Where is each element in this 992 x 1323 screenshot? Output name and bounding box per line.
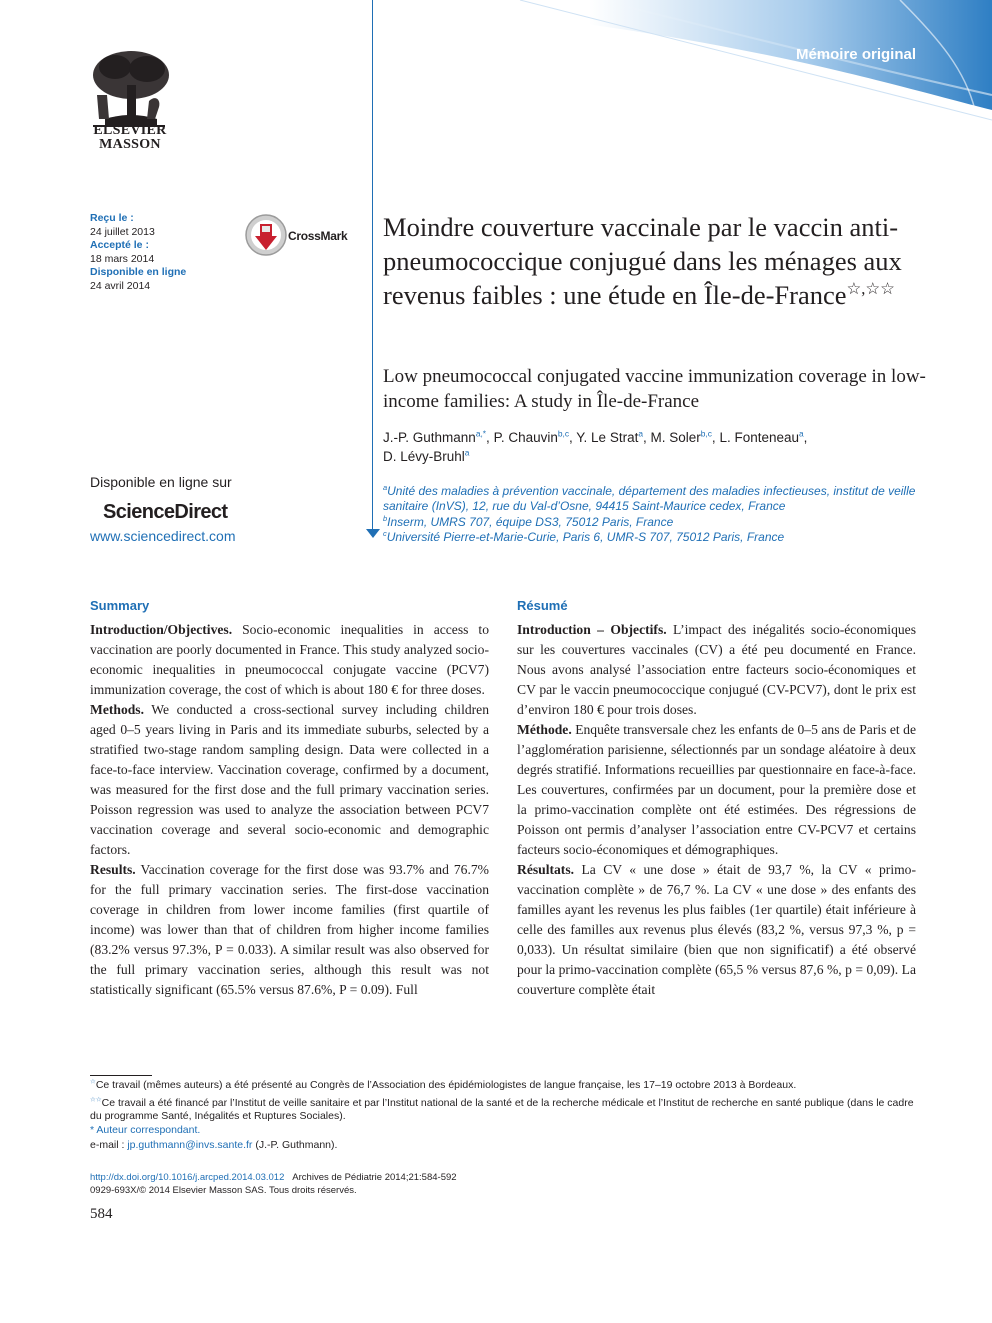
email-line (90, 1139, 920, 1153)
article-title-fr (383, 210, 923, 312)
online-available-label: Disponible en ligne sur (90, 474, 232, 490)
footnotes (90, 1079, 920, 1157)
author-affil-sup[interactable]: a (464, 447, 470, 458)
resume-subheading: Méthode. (517, 722, 572, 737)
author-affil-sup[interactable]: a (638, 428, 643, 439)
affiliation-key: c (383, 528, 387, 538)
summary-text: We conducted a cross-sectional survey including children aged 0–5 years living in Paris and its immediate suburbs, selected by a stratified two-stage random sampling design. Data were collected in a face-to-face interview. Vaccination coverage, confirmed by a document, was measured for the first dose and the full primary vaccination series. Poisson regression was used to analyze the association between PCV7 vaccination coverage and several socio-economic and demographic factors. (90, 702, 489, 857)
summary-paragraph (90, 700, 489, 860)
email-label: e-mail : (90, 1139, 128, 1151)
author-sep: , (486, 430, 494, 445)
summary-subheading: Results. (90, 862, 136, 877)
author-sep: , (642, 430, 651, 445)
resume-paragraph (517, 860, 916, 1000)
affiliations (383, 484, 928, 545)
affiliation-item (383, 530, 928, 545)
article-dates (90, 212, 186, 293)
author-sep: , (803, 430, 808, 445)
footnote-mark: ☆☆ (90, 1096, 102, 1103)
affiliation-text: Unité des maladies à prévention vaccinale, département des maladies infectieuses, institut de veille sanitaire (InVS), 12, rue du Val-d’Osne, 94415 Saint-Maurice cedex, France (383, 484, 916, 514)
online-date-label: Disponible en ligne (90, 266, 187, 278)
summary-subheading: Introduction/Objectives. (90, 622, 233, 637)
summary-paragraph (90, 860, 489, 1000)
resume-text: Enquête transversale chez les enfants de 0–5 ans de Paris et de l’agglomération parisienne, sélectionnés par un sondage aléatoire à deux degrés stratifié. Informations recueillies par questionnaire en face-à-face. Les couvertures, confirmées par un document, pour la première dose et la primo-vaccination complète ont été estimées. Des régressions de Poisson ont permis d’analyser l’association entre CV-PCV7 et certains facteurs socio-économiques et démographiques. (517, 722, 916, 857)
vertical-rule (372, 0, 373, 535)
publication-info (90, 1172, 690, 1197)
footnote-item (90, 1097, 920, 1124)
footnote-text: Ce travail a été financé par l’Institut de veille sanitaire et par l’Institut national de la santé et de la recherche médicale et l’Institut de recherche en santé publique (dans le cadre du programme Santé, Inégalités et Ruptures Sociales). (90, 1096, 914, 1122)
summary-column (90, 596, 489, 1000)
online-date: 24 avril 2014 (90, 279, 151, 292)
summary-text: Vaccination coverage for the first dose was 93.7% and 76.7% for the full primary vaccination series. The first-dose vaccination coverage in children from lower income families (first quartile of income) was lower than that of children from higher income families (83.2% versus 97.3%, P = 0.033). A similar result was also observed for the full primary vaccination series, although this result was not statistically significant (65.5% versus 87.6%, P = 0.09). Full (90, 862, 489, 997)
resume-paragraph (517, 620, 916, 720)
sciencedirect-logo: ScienceDirect (103, 501, 228, 523)
elsevier-tree-logo (85, 45, 173, 129)
author-name: L. Fonteneau (719, 430, 800, 445)
affiliation-key: b (383, 513, 388, 523)
email-link[interactable]: jp.guthmann@invs.sante.fr (127, 1139, 253, 1151)
author-name: M. Soler (650, 430, 701, 445)
author-affil-sup[interactable]: a (799, 428, 804, 439)
author-name: J.-P. Guthmann (383, 430, 476, 445)
resume-paragraph (517, 720, 916, 860)
author-name: P. Chauvin (493, 430, 558, 445)
publisher-name (80, 124, 180, 152)
crossmark-label: CrossMark (288, 229, 348, 243)
summary-subheading: Methods. (90, 702, 144, 717)
resume-subheading: Résultats. (517, 862, 575, 877)
resume-text: La CV « une dose » était de 93,7 %, la CV « primo-vaccination complète » de 76,7 %. La CV « une dose » des enfants des familles ayant les revenus les plus faibles (1er quartile) était inférieure à celle des familles aux revenus plus élevés (83,2 %, versus 97,3 %, p = 0,033). Un résultat similaire (bien que non significatif) a été observé pour la primo-vaccination complète (65,5 % versus 87,6 %, p = 0,09). La couverture complète était (517, 862, 916, 997)
affiliation-text: Inserm, UMRS 707, équipe DS3, 75012 Paris, France (387, 514, 674, 529)
publisher-name-text: ELSEVIER MASSON (93, 123, 167, 152)
email-suffix: (J.-P. Guthmann). (252, 1139, 338, 1151)
author-affil-sup[interactable]: b,c (557, 428, 570, 439)
summary-heading: Summary (90, 598, 150, 613)
author-sep: , (711, 430, 720, 445)
page-number: 584 (90, 1206, 113, 1222)
journal-citation: Archives de Pédiatrie 2014;21:584-592 (292, 1172, 457, 1183)
footnote-text: Ce travail (mêmes auteurs) a été présenté au Congrès de l’Association des épidémiologistes de langue française, les 17–19 octobre 2013 à Bordeaux. (95, 1079, 797, 1091)
summary-text: Socio-economic inequalities in access to vaccination are poorly documented in France. This study analyzed socio-economic inequalities in pneumococcal conjugate vaccine (PCV7) immunization coverage, the cost of which is about 180 € for three doses. (90, 622, 489, 697)
affiliation-text: Université Pierre-et-Marie-Curie, Paris 6, UMR-S 707, 75012 Paris, France (386, 529, 785, 544)
footnote-item (90, 1079, 920, 1093)
accepted-date: 18 mars 2014 (90, 252, 155, 265)
section-label: Mémoire original (795, 46, 916, 63)
affiliation-key: a (383, 483, 388, 492)
title-fr-text: Moindre couverture vaccinale par le vaccin anti-pneumococcique conjugué dans les ménages aux revenus faibles : une étude en Île-de-France (383, 212, 902, 310)
arrow-down-icon (366, 529, 380, 538)
accepted-label: Accepté le : (90, 239, 149, 251)
resume-column (517, 596, 916, 1000)
author-affil-sup[interactable]: a,* (475, 428, 487, 439)
title-footnote-marks: ☆,☆☆ (846, 279, 895, 299)
author-name: D. Lévy-Bruhl (383, 449, 465, 464)
copyright-line: 0929-693X/© 2014 Elsevier Masson SAS. Tous droits réservés. (90, 1184, 357, 1196)
received-label: Reçu le : (90, 212, 134, 224)
doi-link[interactable]: http://dx.doi.org/10.1016/j.arcped.2014.03.012 (90, 1172, 285, 1183)
summary-paragraph (90, 620, 489, 700)
resume-subheading: Introduction – Objectifs. (517, 622, 667, 637)
affiliation-item (383, 515, 928, 530)
sciencedirect-link[interactable]: www.sciencedirect.com (90, 528, 236, 544)
affiliation-item (383, 484, 928, 515)
author-sep: , (569, 430, 577, 445)
resume-text: L’impact des inégalités socio-économiques sur les couvertures vaccinales (CV) a été peu documenté en France. Nous avons analysé l’association entre facteurs socio-économiques et CV par le vaccin pneumococcique conjugué (CV-PCV7), dont le prix est d’environ 180 € pour trois doses. (517, 622, 916, 717)
author-name: Y. Le Strat (576, 430, 639, 445)
author-list (383, 428, 923, 466)
article-title-en: Low pneumococcal conjugated vaccine immunization coverage in low-income families: A study in Île-de-France (383, 366, 926, 412)
footnote-rule (90, 1075, 152, 1076)
corresponding-author: * Auteur correspondant. (90, 1123, 201, 1136)
author-affil-sup[interactable]: b,c (700, 428, 712, 439)
footnote-mark: ☆ (90, 1078, 96, 1086)
received-date: 24 juillet 2013 (90, 225, 155, 238)
pub-info-line (90, 1172, 690, 1185)
resume-heading: Résumé (517, 598, 568, 613)
